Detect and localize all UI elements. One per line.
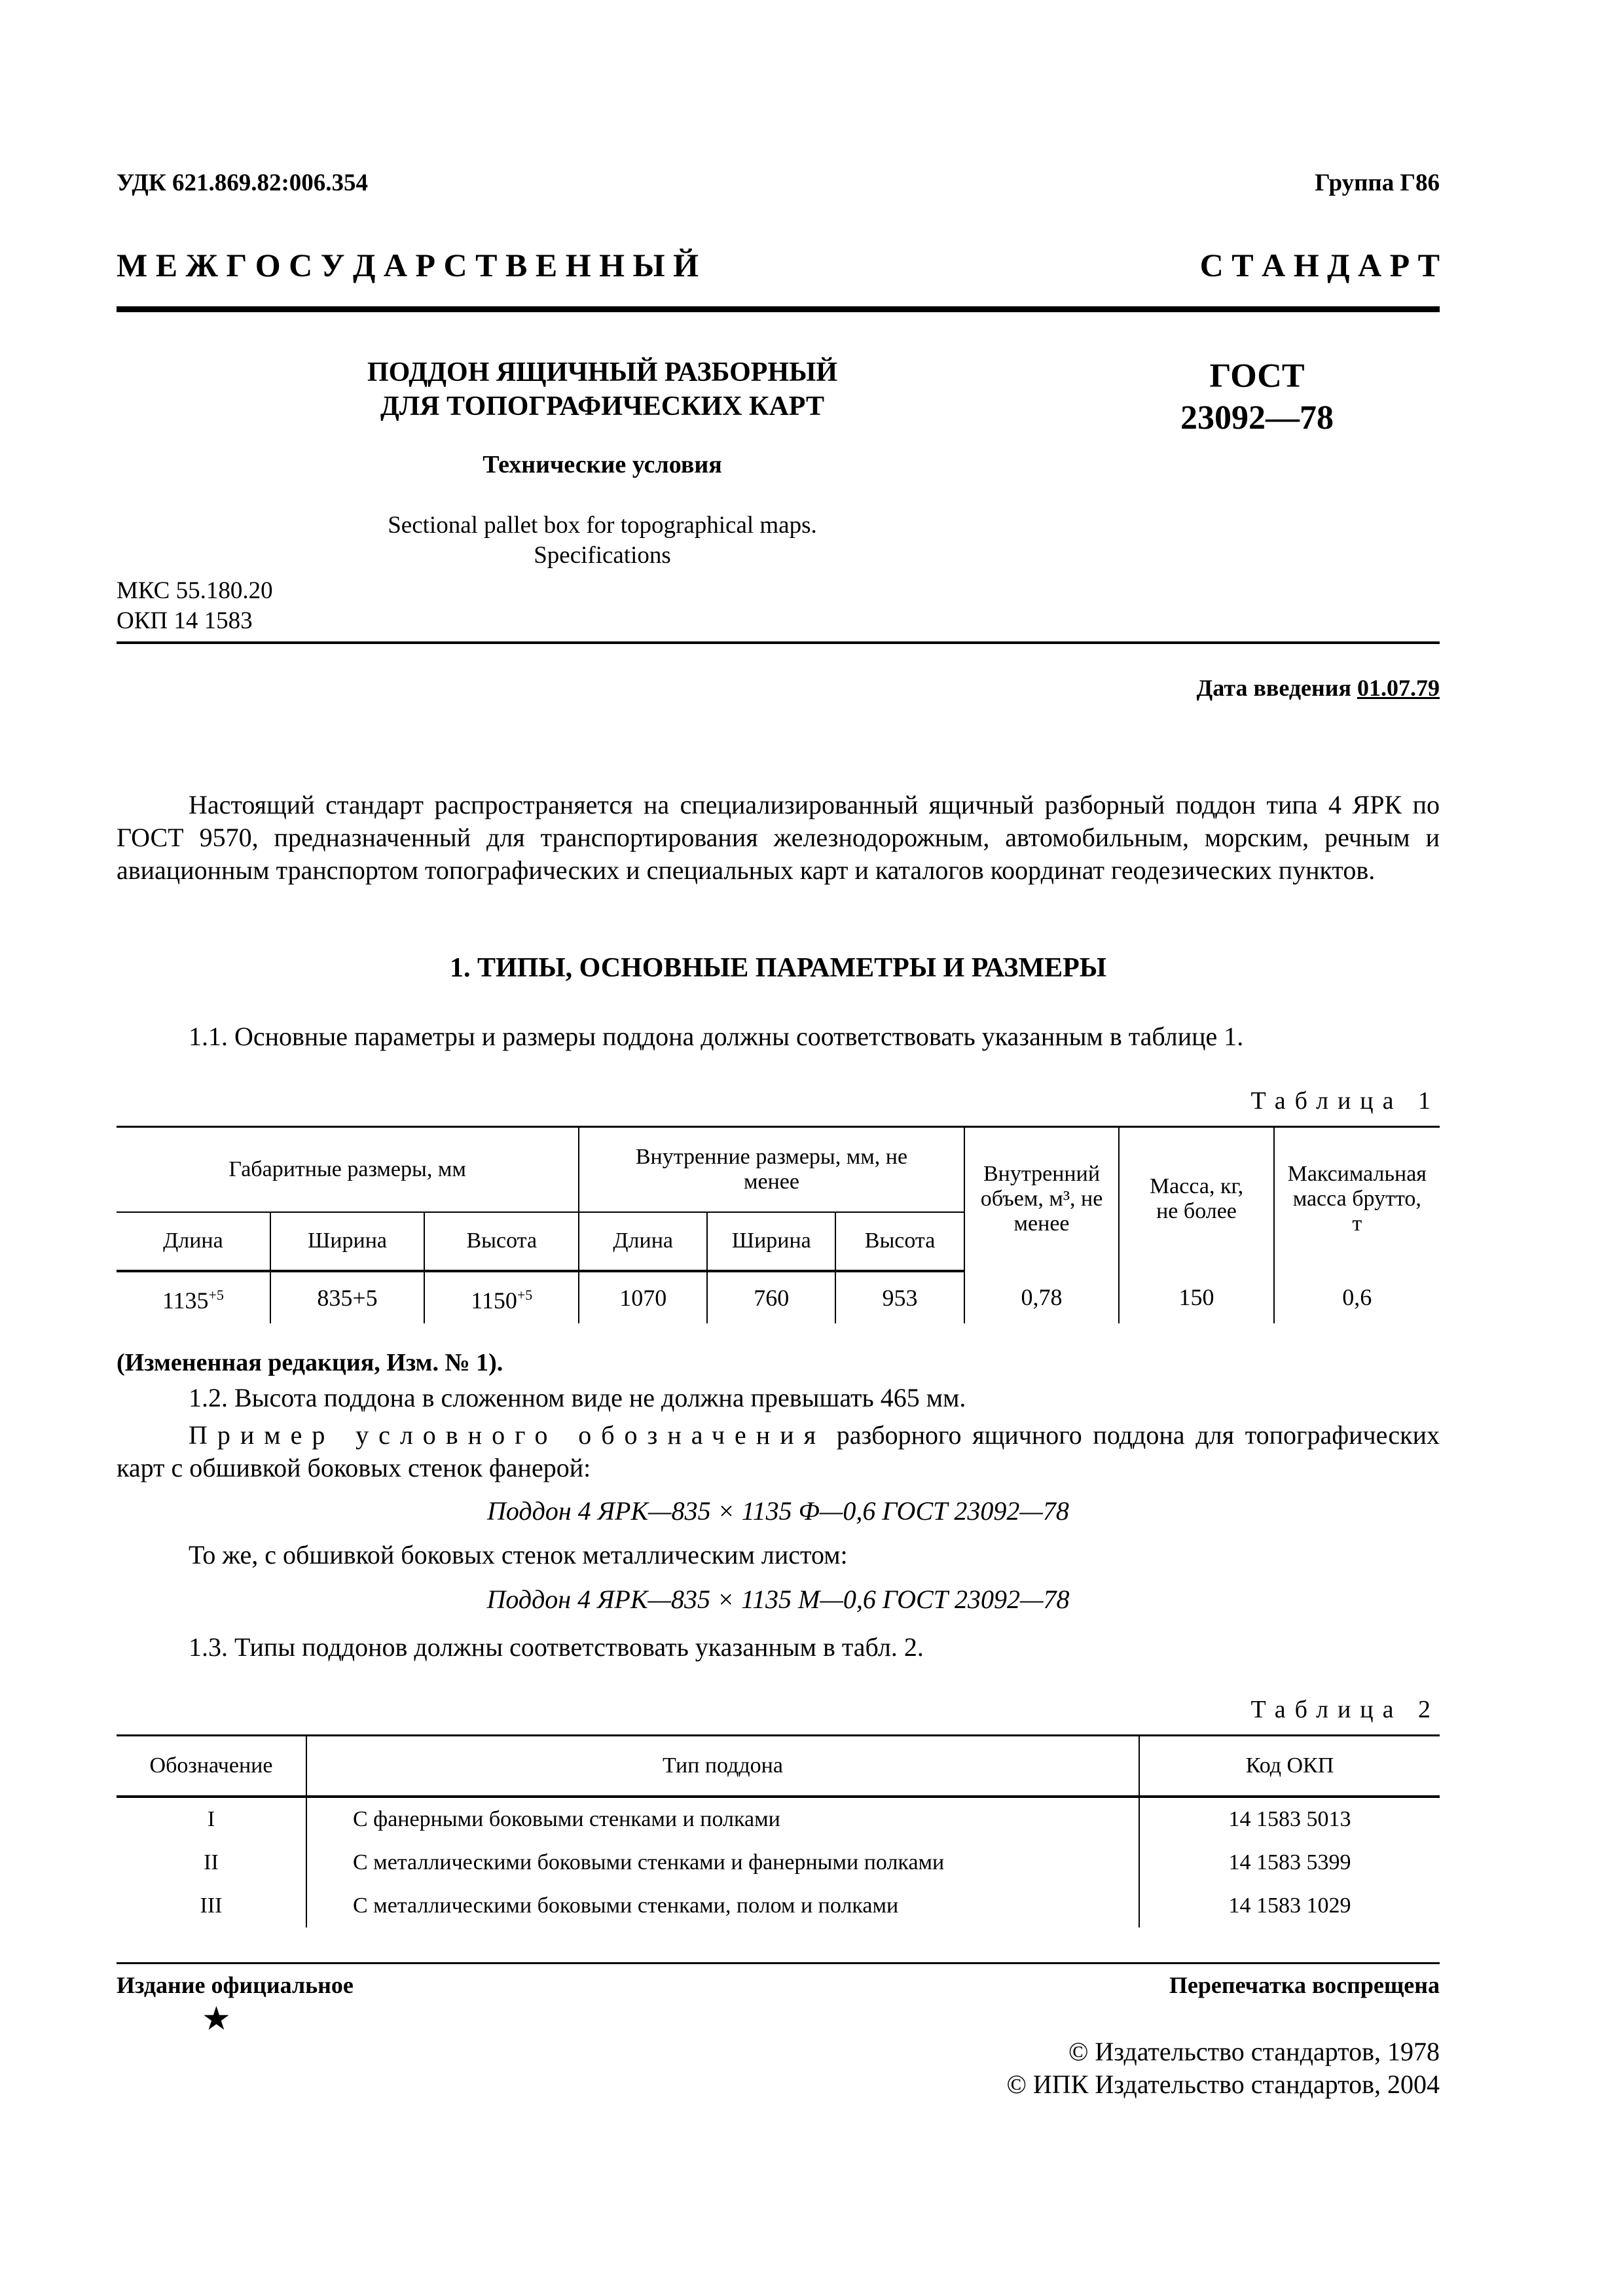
banner-right: С Т А Н Д А Р Т [1199,247,1440,283]
cell-max-gross-mass: 0,6 [1274,1271,1440,1323]
cell-designation: II [204,1850,219,1874]
title-line-2: ДЛЯ ТОПОГРАФИЧЕСКИХ КАРТ [380,391,824,422]
cell-okp-code: 14 1583 5013 [1139,1797,1440,1841]
cell-inner-height: 953 [835,1271,964,1323]
okp-code: ОКП 14 1583 [117,607,253,634]
date-value: 01.07.79 [1357,675,1440,701]
introduction-date [1197,674,1440,702]
table-2-caption: Таблица 2 [1250,1696,1440,1723]
table-row [117,1884,1440,1928]
header-rule [117,306,1440,312]
cell-pallet-type: С фанерными боковыми стенками и полками [306,1797,1139,1841]
gost-designation [1159,355,1355,439]
english-title-line-1: Sectional pallet box for topographical maps. [388,512,817,539]
header-okp-code: Код ОКП [1139,1736,1440,1797]
title-rule [117,641,1440,644]
header-inner-dimensions: Внутренние размеры, мм, не менее [579,1127,964,1212]
banner-left: М Е Ж Г О С У Д А Р С Т В Е Н Н Ы Й [117,247,699,283]
cell-designation: III [200,1893,223,1918]
cell-designation: I [207,1807,215,1831]
gost-label: ГОСТ [1209,357,1305,395]
header-pallet-type: Тип поддона [306,1736,1139,1797]
star-icon: ★ [202,2000,231,2037]
cell-inner-volume: 0,78 [964,1271,1120,1323]
header-inner-volume: Внутренний объем, м³, не менее [964,1127,1120,1271]
designation-same-note: То же, с обшивкой боковых стенок металлическим листом: [189,1540,848,1570]
table-2 [117,1734,1440,1928]
group-code: Группа Г86 [1315,170,1440,196]
header-designation: Обозначение [117,1736,306,1797]
cell-okp-code: 14 1583 5399 [1139,1841,1440,1884]
header-length: Длина [117,1212,270,1271]
amendment-note: (Измененная редакция, Изм. № 1). [117,1349,503,1376]
copyright-block [1007,2036,1440,2101]
header-height: Высота [424,1212,579,1271]
cell-pallet-type: С металлическими боковыми стенками и фанерными полками [306,1841,1139,1884]
standard-banner [117,246,1440,284]
cell-mass: 150 [1119,1271,1273,1323]
header-width: Ширина [270,1212,424,1271]
header-max-gross-mass: Максимальная масса брутто, т [1274,1127,1440,1271]
table-1-caption: Таблица 1 [1250,1087,1440,1115]
header-mass: Масса, кг, не более [1119,1127,1273,1271]
official-edition-label: Издание официальное [117,1972,354,1998]
gost-number: 23092—78 [1180,399,1334,437]
header-inner-width: Ширина [707,1212,835,1271]
classification-codes [117,576,273,636]
example-spaced-label: Пример условного обозначения [189,1420,826,1450]
table-row [117,1841,1440,1884]
cell-okp-code: 14 1583 1029 [1139,1884,1440,1928]
header-overall-dimensions: Габаритные размеры, мм [117,1127,579,1212]
copyright-1978: © Издательство стандартов, 1978 [1068,2037,1440,2066]
example-text: разборного ящичного поддона для топографических карт с обшивкой боковых стенок фанерой: [117,1420,1440,1482]
clause-1-1: 1.1. Основные параметры и размеры поддона должны соответствовать указанным в таблице 1. [189,1022,1244,1051]
cell-pallet-type: С металлическими боковыми стенками, полом и полками [306,1884,1139,1928]
intro-paragraph: Настоящий стандарт распространяется на специализированный ящичный разборный поддон типа 4 ЯРК по ГОСТ 9570, предназначенный для транспортирования железнодорожным, автомобильным, морским, речным и авиационным транспортом топографических и специальных карт и каталогов координат геодезических пунктов. [117,790,1440,885]
reprint-prohibited-label: Перепечатка воспрещена [1169,1972,1440,1998]
section-1-title: 1. ТИПЫ, ОСНОВНЫЕ ПАРАМЕТРЫ И РАЗМЕРЫ [449,953,1107,983]
mks-code: МКС 55.180.20 [117,577,273,604]
cell-length: $1135^{+5}$ [162,1286,224,1314]
cell-inner-length: 1070 [579,1271,707,1323]
english-title [275,511,930,571]
date-label: Дата введения [1196,675,1351,701]
clause-1-2: 1.2. Высота поддона в сложенном виде не должна превышать 465 мм. [189,1383,966,1412]
cell-height: $1150^{+5}$ [424,1271,579,1323]
header-inner-height: Высота [835,1212,964,1271]
clause-1-3: 1.3. Типы поддонов должны соответствовать указанным в табл. 2. [189,1632,924,1662]
table-row [117,1271,1440,1323]
title-line-1: ПОДДОН ЯЩИЧНЫЙ РАЗБОРНЫЙ [367,357,838,387]
cell-width: 835+5 [270,1271,424,1323]
document-title [275,355,930,423]
designation-example [117,1419,1440,1484]
designation-formula-plywood: Поддон 4 ЯРК—835 × 1135 Ф—0,6 ГОСТ 23092—78 [487,1496,1069,1526]
header-inner-length: Длина [579,1212,707,1271]
footer-rule [117,1962,1440,1964]
document-subtitle: Технические условия [483,451,722,478]
table-1 [117,1126,1440,1323]
cell-inner-width: 760 [707,1271,835,1323]
copyright-2004: © ИПК Издательство стандартов, 2004 [1006,2070,1440,2099]
english-title-line-2: Specifications [534,542,671,569]
udk-code: УДК 621.869.82:006.354 [117,170,369,196]
designation-formula-metal: Поддон 4 ЯРК—835 × 1135 М—0,6 ГОСТ 23092—78 [486,1585,1070,1614]
table-row [117,1797,1440,1841]
